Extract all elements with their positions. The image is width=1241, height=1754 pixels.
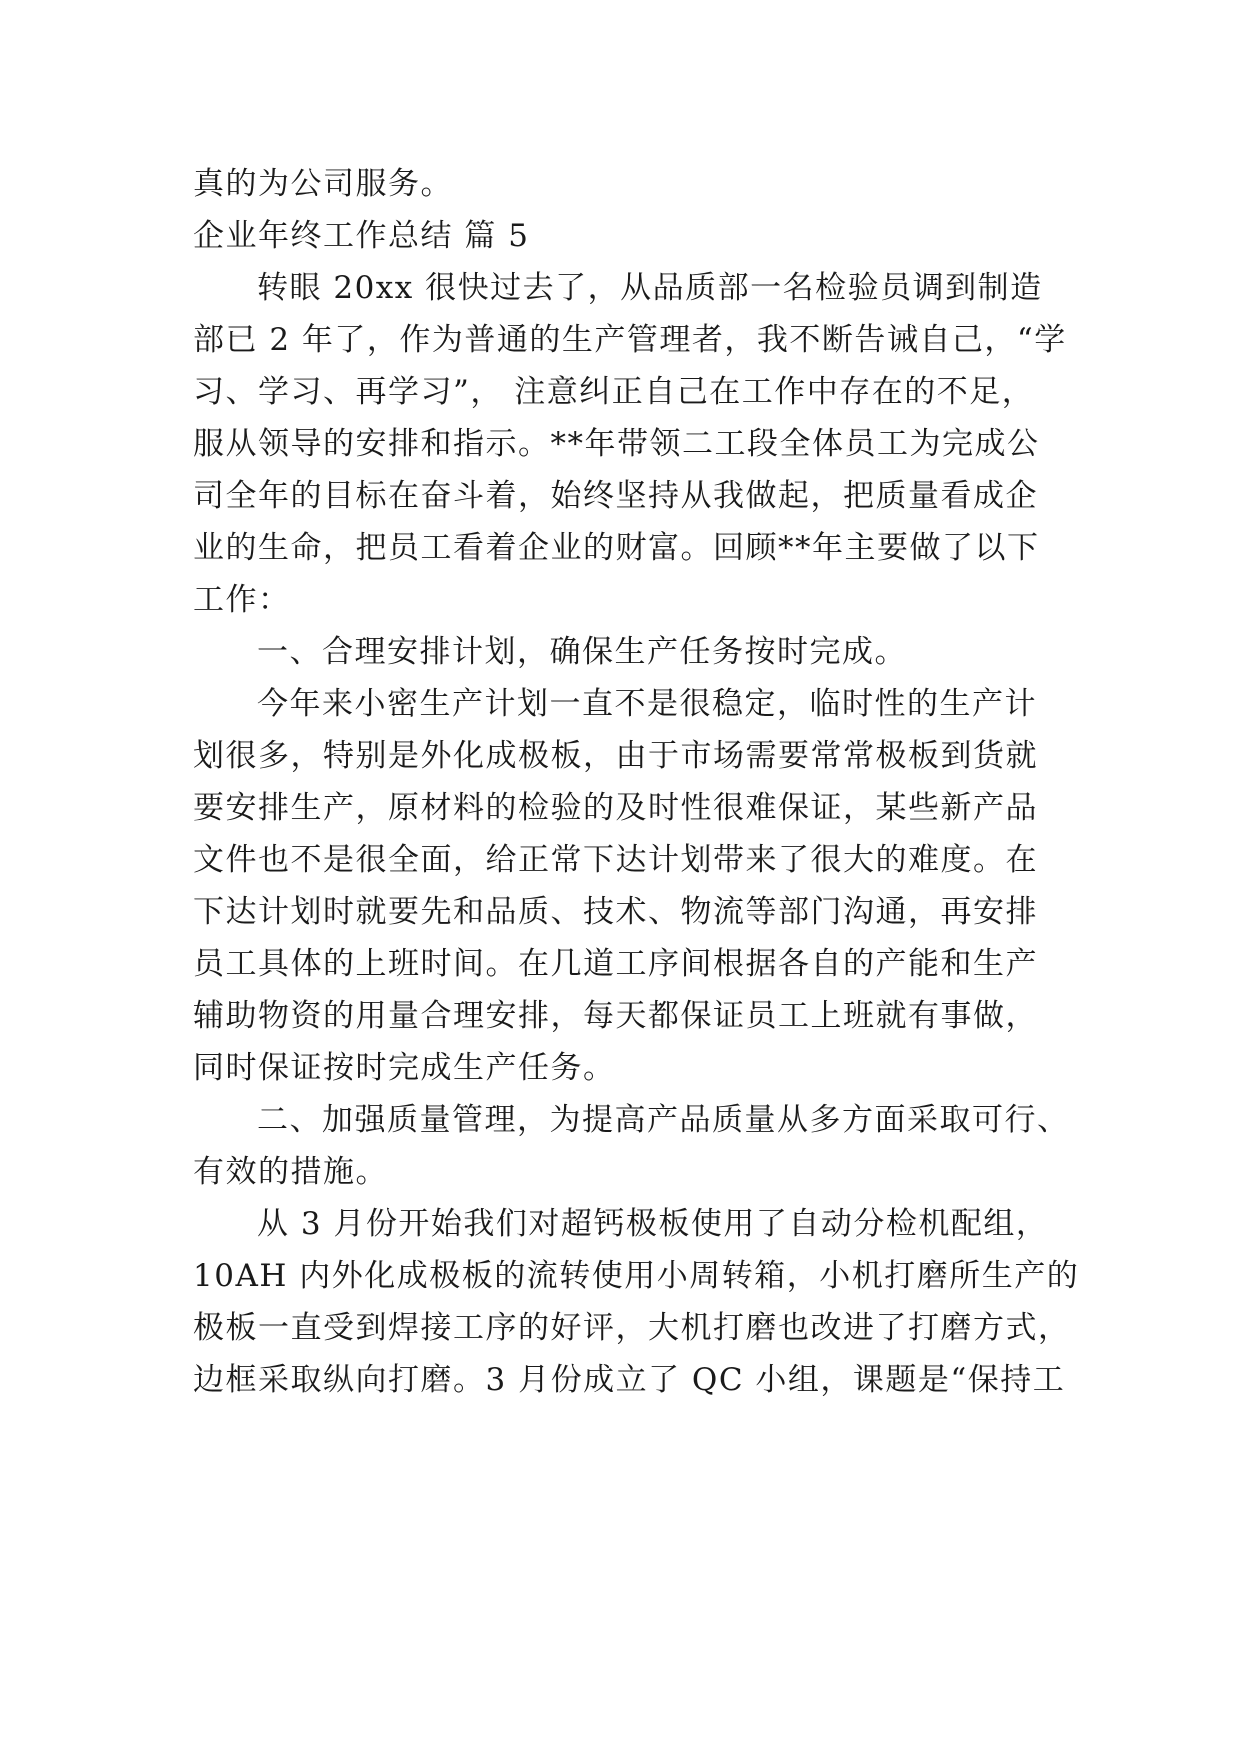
text-line: 边框采取纵向打磨。3 月份成立了 QC 小组，课题是“保持工: [193, 1362, 1066, 1398]
text-line: 要安排生产，原材料的检验的及时性很难保证，某些新产品: [193, 790, 1038, 826]
text-line: 同时保证按时完成生产任务。: [193, 1050, 616, 1086]
text-line: 习、学习、再学习”， 注意纠正自己在工作中存在的不足，: [193, 374, 1035, 410]
text-line: 今年来小密生产计划一直不是很稳定，临时性的生产计: [257, 686, 1037, 722]
text-line: 员工具体的上班时间。在几道工序间根据各自的产能和生产: [193, 946, 1038, 982]
text-line: 极板一直受到焊接工序的好评，大机打磨也改进了打磨方式，: [193, 1310, 1071, 1346]
text-line: 司全年的目标在奋斗着，始终坚持从我做起，把质量看成企: [193, 478, 1038, 514]
text-line: 服从领导的安排和指示。**年带领二工段全体员工为完成公: [193, 426, 1040, 462]
section-heading: 企业年终工作总结 篇 5: [193, 218, 530, 254]
document-body: [193, 158, 1080, 1406]
text-line: 业的生命，把员工看着企业的财富。回顾**年主要做了以下: [193, 530, 1040, 566]
text-line: 工作：: [193, 582, 291, 618]
text-line: 文件也不是很全面，给正常下达计划带来了很大的难度。在: [193, 842, 1038, 878]
text-line: 真的为公司服务。: [193, 166, 453, 202]
text-line: 辅助物资的用量合理安排，每天都保证员工上班就有事做，: [193, 998, 1038, 1034]
text-line: 部已 2 年了，作为普通的生产管理者，我不断告诫自己，“学: [193, 322, 1067, 358]
text-line: 有效的措施。: [193, 1154, 388, 1190]
text-line: 下达计划时就要先和品质、技术、物流等部门沟通，再安排: [193, 894, 1038, 930]
text-line: 转眼 20xx 很快过去了，从品质部一名检验员调到制造: [257, 270, 1043, 306]
text-line: 划很多，特别是外化成极板，由于市场需要常常极板到货就: [193, 738, 1038, 774]
subheading-line: 一、合理安排计划，确保生产任务按时完成。: [257, 634, 907, 670]
text-line: 10AH 内外化成极板的流转使用小周转箱，小机打磨所生产的: [193, 1258, 1080, 1294]
subheading-line: 二、加强质量管理，为提高产品质量从多方面采取可行、: [257, 1102, 1070, 1138]
text-line: 从 3 月份开始我们对超钙极板使用了自动分检机配组，: [257, 1206, 1049, 1242]
